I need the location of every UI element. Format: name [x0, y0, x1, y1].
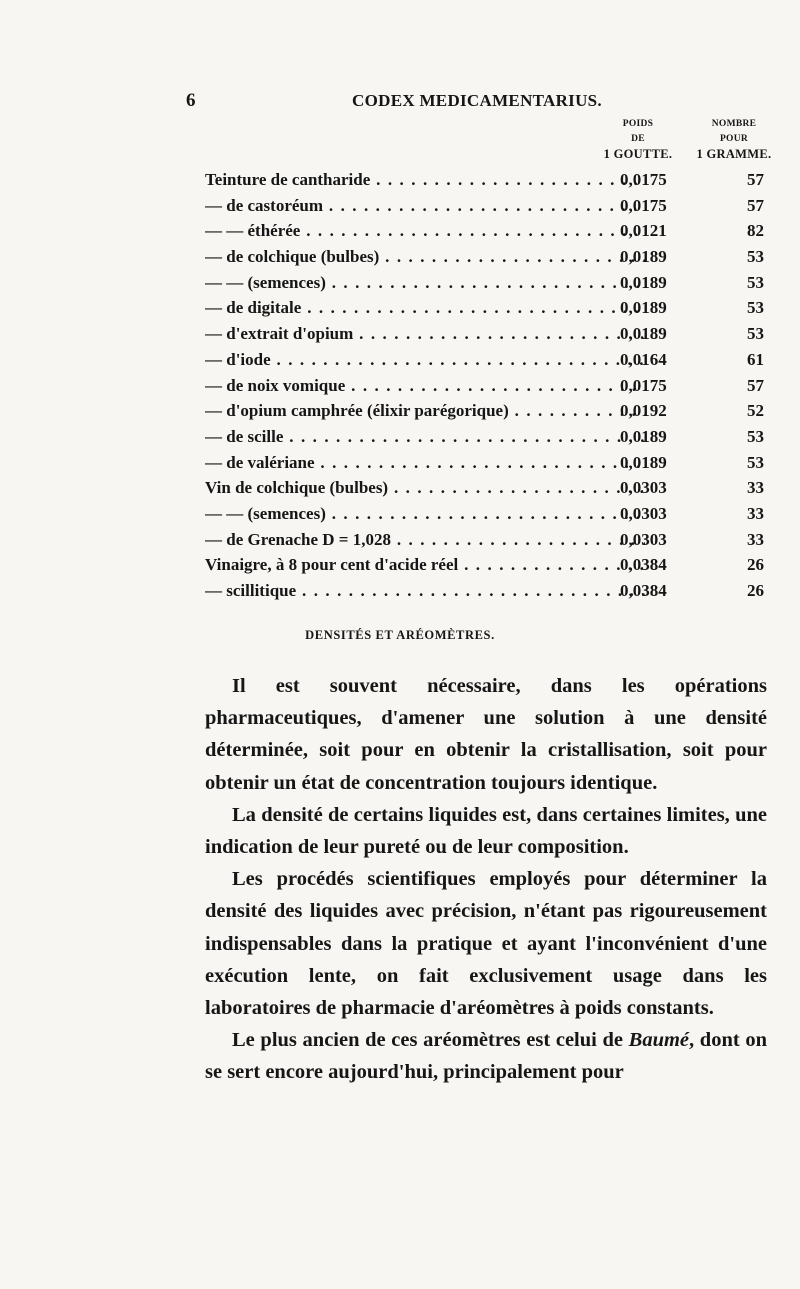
row-count: 57 — [747, 375, 764, 395]
row-label: — scillitique . . . — [205, 578, 645, 604]
row-label: — de colchique (bulbes) . . . — [205, 244, 645, 270]
row-label: — d'iode . . . — [205, 347, 645, 373]
row-count: 33 — [747, 503, 764, 523]
row-label: — de valériane . . . — [205, 450, 645, 476]
row-count: 26 — [747, 581, 764, 600]
row-label: — de castoréum . . . — [205, 193, 645, 219]
table-row — [205, 475, 770, 501]
row-label: Vinaigre, à 8 pour cent d'acide réel . . . — [205, 552, 645, 578]
table-row — [205, 167, 770, 193]
row-label: — de Grenache D = 1,028 . . . — [205, 527, 645, 553]
page-number: 6 — [186, 90, 196, 111]
row-weight: 0,0189 — [620, 452, 667, 472]
table-row — [205, 501, 770, 527]
row-count: 53 — [747, 452, 764, 472]
row-count: 53 — [747, 324, 764, 344]
row-label: — de scille . . . — [205, 424, 645, 450]
table-row — [205, 578, 770, 604]
column-header-weight — [600, 117, 676, 162]
row-weight: 0,0384 — [620, 581, 667, 600]
row-label: — de noix vomique . . . — [205, 373, 645, 399]
row-label: Vin de colchique (bulbes) . . . — [205, 475, 645, 501]
table-row — [205, 218, 770, 244]
table-row — [205, 244, 770, 270]
row-count: 33 — [747, 478, 764, 498]
row-weight: 0,0303 — [620, 478, 667, 498]
row-count: 61 — [747, 349, 764, 369]
row-label: — — (semences) . . . — [205, 501, 645, 527]
row-count: 53 — [747, 298, 764, 318]
column-header-line: DE — [631, 134, 645, 144]
column-header-line: NOMBRE — [711, 119, 757, 129]
row-count: 52 — [747, 401, 764, 421]
running-head — [186, 90, 768, 116]
table-row — [205, 527, 770, 553]
paragraph: Il est souvent nécessaire, dans les opérations pharmaceutiques, d'amener une solution à une densité déterminée, soit pour en obtenir la cristallisation, soit pour obtenir un état de concentration toujours identique. — [205, 675, 767, 794]
row-label: Teinture de cantharide . . . — [205, 167, 645, 193]
row-weight: 0,0175 — [620, 375, 667, 395]
row-weight: 0,0384 — [620, 555, 667, 575]
table-row — [205, 321, 770, 347]
row-count: 57 — [747, 170, 764, 189]
paragraph: La densité de certains liquides est, dans certaines limites, une indication de leur pureté ou de leur composition. — [205, 803, 767, 859]
row-weight: 0,0192 — [620, 401, 667, 421]
column-header-line: POUR — [719, 134, 749, 144]
row-count: 53 — [747, 272, 764, 292]
row-count: 26 — [747, 555, 764, 575]
column-header-line: 1 GRAMME. — [696, 147, 772, 161]
row-weight: 0,0189 — [620, 298, 667, 318]
row-count: 53 — [747, 426, 764, 446]
row-weight: 0,0189 — [620, 272, 667, 292]
column-header-line: POIDS — [622, 119, 654, 129]
row-label: — d'opium camphrée (élixir parégorique) . . . — [205, 398, 645, 424]
row-weight: 0,0175 — [620, 195, 667, 215]
paragraph: Le plus ancien de ces aréomètres est celui de Baumé, dont on se sert encore aujourd'hui, principalement pour — [205, 1029, 767, 1084]
table-row — [205, 347, 770, 373]
row-weight: 0,0189 — [620, 324, 667, 344]
drop-weight-table — [205, 167, 770, 604]
table-row — [205, 424, 770, 450]
row-weight: 0,0164 — [620, 349, 667, 369]
row-weight: 0,0175 — [620, 170, 667, 189]
table-row — [205, 373, 770, 399]
column-header-line: 1 GOUTTE. — [603, 147, 673, 161]
section-heading: DENSITÉS ET ARÉOMÈTRES. — [305, 628, 495, 642]
row-weight: 0,0189 — [620, 426, 667, 446]
row-weight: 0,0121 — [620, 221, 667, 241]
row-weight: 0,0303 — [620, 503, 667, 523]
column-header-count — [694, 117, 774, 162]
row-label: — — éthérée . . . — [205, 218, 645, 244]
table-row — [205, 295, 770, 321]
italic-name: Baumé — [628, 1029, 690, 1052]
paragraph: Les procédés scientifiques employés pour déterminer la densité des liquides avec précision, n'étant pas rigoureusement indispensables dans la pratique et ayant l'inconvénient d'une exécution lente, on fait exclusivement usage dans les laboratoires de pharmacie d'aréomètres à poids constants. — [205, 868, 767, 1020]
row-count: 33 — [747, 529, 764, 549]
table-row — [205, 193, 770, 219]
row-label: — — (semences) . . . — [205, 270, 645, 296]
body-text — [205, 670, 767, 1089]
table-row — [205, 552, 770, 578]
row-weight: 0,0303 — [620, 529, 667, 549]
row-count: 57 — [747, 195, 764, 215]
running-title: CODEX MEDICAMENTARIUS. — [352, 91, 602, 110]
table-row — [205, 270, 770, 296]
row-label: — de digitale . . . — [205, 295, 645, 321]
row-weight: 0,0189 — [620, 247, 667, 267]
table-row — [205, 450, 770, 476]
row-count: 82 — [747, 221, 764, 241]
row-count: 53 — [747, 247, 764, 267]
table-row — [205, 398, 770, 424]
row-label: — d'extrait d'opium . . . — [205, 321, 645, 347]
